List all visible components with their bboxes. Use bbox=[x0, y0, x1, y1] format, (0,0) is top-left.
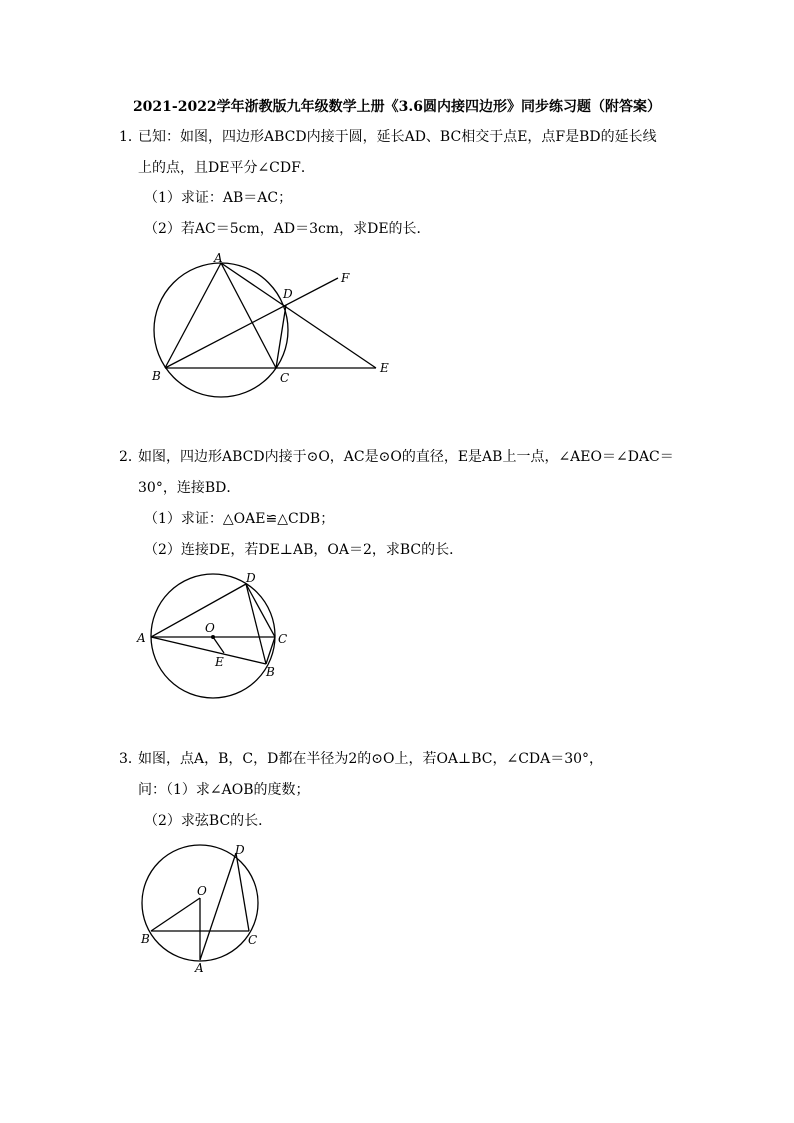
fig3-segment-ad bbox=[200, 853, 236, 960]
fig3-label-b: B bbox=[141, 932, 150, 946]
problem-2-line-2: 30°，连接BD． bbox=[138, 480, 241, 496]
fig1-segment-ae bbox=[221, 263, 376, 368]
fig2-segment-db bbox=[246, 584, 266, 664]
problem-2-part-2: （2）连接DE，若DE⊥AB，OA＝2，求BC的长． bbox=[144, 542, 464, 558]
problem-3-line-2: 问：（1）求∠AOB的度数； bbox=[138, 782, 310, 798]
problem-2-line-1 bbox=[119, 446, 674, 466]
problem-1-part-1: （1）求证：AB＝AC； bbox=[144, 190, 293, 206]
problem-3-figure bbox=[135, 838, 265, 978]
fig1-label-d: D bbox=[283, 287, 293, 301]
fig1-label-f: F bbox=[341, 271, 350, 285]
fig3-label-d: D bbox=[235, 843, 245, 857]
problem-1-line-2: 上的点，且DE平分∠CDF． bbox=[138, 160, 315, 176]
problem-1-figure bbox=[140, 248, 410, 418]
problem-1-number: 1． bbox=[119, 129, 142, 145]
fig2-label-a: A bbox=[137, 631, 146, 645]
fig3-label-o: O bbox=[197, 884, 207, 898]
fig3-segment-ob bbox=[151, 898, 200, 931]
problem-1-part-2: （2）若AC＝5cm，AD＝3cm，求DE的长． bbox=[144, 221, 431, 237]
fig2-center-point bbox=[211, 635, 215, 639]
fig2-label-c: C bbox=[278, 632, 288, 646]
fig2-segment-ab bbox=[151, 637, 266, 664]
fig1-label-b: B bbox=[152, 369, 161, 383]
problem-2-figure bbox=[130, 566, 300, 706]
fig1-label-a: A bbox=[214, 251, 223, 265]
fig3-label-c: C bbox=[248, 933, 258, 947]
fig2-segment-dc bbox=[246, 584, 275, 637]
problem-3-line-1 bbox=[119, 748, 603, 768]
problem-2-part-1: （1）求证：△OAE≌△CDB； bbox=[144, 511, 335, 527]
problem-3-number: 3． bbox=[119, 751, 142, 767]
document-title: 2021-2022学年浙教版九年级数学上册《3.6圆内接四边形》同步练习题（附答案） bbox=[132, 99, 662, 115]
fig2-label-b: B bbox=[266, 665, 275, 679]
fig1-circle bbox=[154, 263, 288, 397]
problem-3-text-1: 如图，点A，B，C，D都在半径为2的⊙O上，若OA⊥BC，∠CDA＝30°， bbox=[138, 751, 604, 767]
problem-2-text-1: 如图，四边形ABCD内接于⊙O，AC是⊙O的直径，E是AB上一点，∠AEO＝∠DAC＝ bbox=[138, 449, 674, 465]
fig1-segment-ab bbox=[165, 263, 221, 368]
problem-3-part-2: （2）求弦BC的长． bbox=[144, 813, 273, 829]
fig3-segment-dc bbox=[236, 853, 249, 931]
fig1-label-c: C bbox=[280, 371, 290, 385]
fig1-segment-bf bbox=[165, 278, 338, 368]
problem-1-line-1 bbox=[119, 126, 657, 146]
fig3-label-a: A bbox=[195, 961, 204, 975]
fig2-label-d: D bbox=[246, 571, 256, 585]
problem-2-number: 2． bbox=[119, 449, 142, 465]
fig2-segment-ad bbox=[151, 584, 246, 637]
problem-1-text-1: 已知：如图，四边形ABCD内接于圆，延长AD、BC相交于点E，点F是BD的延长线 bbox=[138, 129, 657, 145]
fig1-segment-ac bbox=[221, 263, 276, 368]
fig2-label-o: O bbox=[205, 621, 215, 635]
fig2-segment-oe bbox=[213, 637, 224, 653]
fig2-label-e: E bbox=[215, 655, 224, 669]
fig1-label-e: E bbox=[380, 361, 389, 375]
